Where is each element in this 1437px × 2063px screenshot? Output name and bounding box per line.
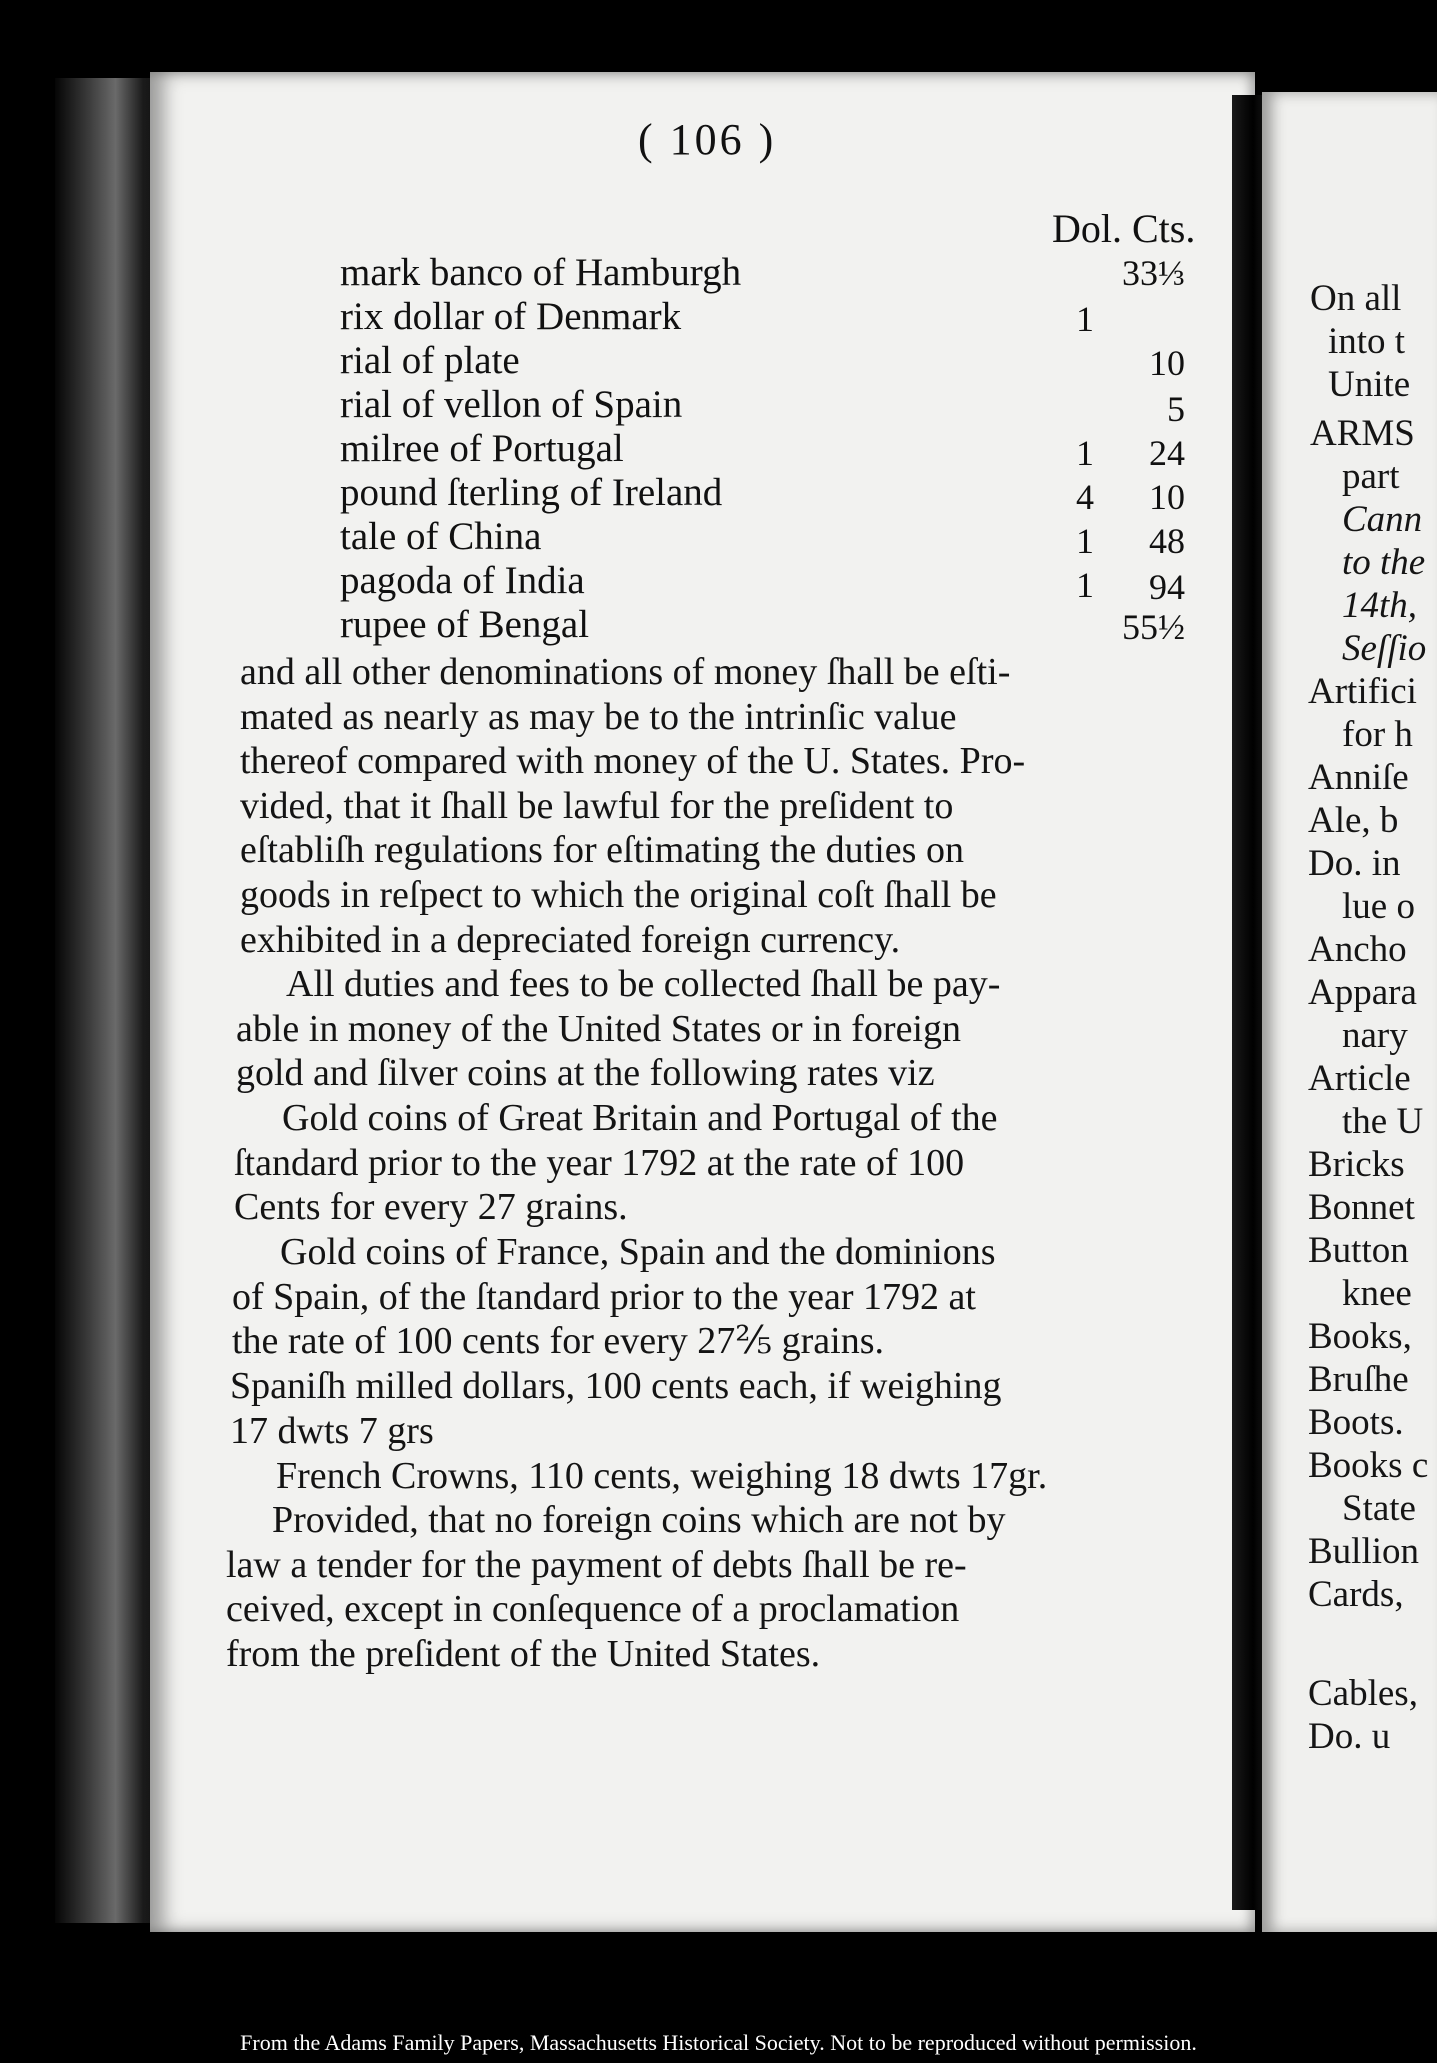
text-line: Bricks	[1308, 1144, 1405, 1185]
text-line: Spaniſh milled dollars, 100 cents each, if weighing	[230, 1365, 1002, 1407]
paragraph-duties-and-fees	[236, 962, 1226, 1096]
text-line: ſtandard prior to the year 1792 at the rate of 100	[234, 1141, 965, 1184]
text-line: exhibited in a depreciated foreign currency.	[240, 918, 901, 961]
column-headers	[1052, 205, 1195, 252]
text-line: Artifici	[1308, 671, 1417, 712]
text-line: 17 dwts 7 grs	[230, 1409, 434, 1452]
column-header-cts: Cts.	[1132, 206, 1196, 251]
text-line: Seſſio	[1342, 628, 1427, 669]
text-line: and all other denominations of money ſhall be eſti-	[240, 651, 1011, 693]
text-line: Unite	[1328, 364, 1411, 405]
text-line: for h	[1342, 714, 1413, 755]
text-line: from the preſident of the United States.	[226, 1632, 821, 1675]
text-line: Books c	[1308, 1445, 1429, 1486]
text-line: the rate of 100 cents for every 27⅖ grains.	[232, 1320, 884, 1363]
column-header-dol: Dol.	[1052, 206, 1122, 251]
entry-cts: 48	[1149, 521, 1185, 561]
text-line: Bruſhe	[1308, 1359, 1409, 1400]
text-line: to the	[1342, 542, 1426, 583]
text-line: Cables,	[1308, 1673, 1418, 1714]
paragraph-denominations	[240, 650, 1230, 962]
text-line: Button	[1308, 1230, 1409, 1271]
entry-dol: 1	[1076, 565, 1094, 605]
paragraph-french-crowns	[230, 1454, 1220, 1499]
text-line: goods in reſpect to which the original coſt ſhall be	[240, 873, 997, 916]
entry-dol: 1	[1076, 299, 1094, 339]
text-line: nary	[1342, 1015, 1408, 1056]
entry-name: mark banco of Hamburgh	[340, 251, 742, 294]
copyright-caption: From the Adams Family Papers, Massachusetts Historical Society. Not to be reproduced without permission.	[240, 2030, 1197, 2055]
text-line: French Crowns, 110 cents, weighing 18 dwts 17gr.	[276, 1455, 1048, 1497]
text-line: 14th,	[1342, 585, 1418, 626]
entry-cts: 5	[1167, 389, 1185, 429]
page-number: ( 106 )	[638, 115, 777, 164]
text-line: All duties and fees to be collected ſhall be pay-	[286, 963, 1001, 1005]
text-line: ceived, except in conſequence of a proclamation	[226, 1588, 960, 1631]
entry-name: rial of plate	[340, 339, 520, 382]
text-line: Article	[1308, 1058, 1411, 1099]
entry-name: pagoda of India	[340, 559, 585, 602]
text-line: Provided, that no foreign coins which are not by	[272, 1499, 1006, 1541]
entry-name: pound ſterling of Ireland	[340, 471, 723, 514]
entry-name: rial of vellon of Spain	[340, 383, 683, 426]
entry-cts: 33⅓	[1122, 253, 1185, 293]
text-line: Do. u	[1308, 1716, 1391, 1757]
entry-cts: 10	[1149, 343, 1185, 383]
text-line: part	[1342, 456, 1400, 497]
entry-cts: 94	[1149, 567, 1185, 607]
entry-name: rix dollar of Denmark	[340, 295, 682, 338]
text-line: Cents for every 27 grains.	[234, 1186, 628, 1229]
entry-cts: 10	[1149, 477, 1185, 517]
left-page	[150, 72, 1255, 1932]
book-spine-edge	[55, 78, 165, 1923]
entry-name: tale of China	[340, 515, 542, 558]
text-line: State	[1342, 1488, 1416, 1529]
paragraph-gold-britain-portugal	[234, 1096, 1224, 1230]
text-line: vided, that it ſhall be lawful for the preſident to	[240, 784, 954, 827]
entry-dol: 4	[1076, 477, 1094, 517]
text-line: mated as nearly as may be to the intrinſic value	[240, 695, 957, 738]
text-line: law a tender for the payment of debts ſhall be re-	[226, 1543, 967, 1586]
text-line: Cards,	[1308, 1574, 1404, 1615]
text-line: Gold coins of France, Spain and the dominions	[280, 1231, 996, 1273]
text-line: Do. in	[1308, 843, 1401, 884]
text-line: gold and ſilver coins at the following rates viz	[236, 1052, 935, 1095]
text-line: ARMS	[1310, 413, 1415, 454]
entry-cts: 24	[1149, 433, 1185, 473]
text-line: the U	[1342, 1101, 1424, 1142]
text-line: thereof compared with money of the U. States. Pro-	[240, 740, 1026, 783]
text-line: Ale, b	[1308, 800, 1399, 841]
text-line: Appara	[1308, 972, 1417, 1013]
entry-cts: 55½	[1122, 607, 1185, 647]
right-page-fragment	[1262, 92, 1437, 1932]
text-line: Ancho	[1308, 929, 1407, 970]
text-line: able in money of the United States or in foreign	[236, 1007, 961, 1050]
text-line: of Spain, of the ſtandard prior to the year 1792 at	[232, 1275, 976, 1318]
entry-name: rupee of Bengal	[340, 603, 590, 646]
entry-dol: 1	[1076, 433, 1094, 473]
text-line: Cann	[1342, 499, 1423, 540]
text-line: Gold coins of Great Britain and Portugal of the	[282, 1097, 998, 1139]
paragraph-gold-france-spain	[232, 1230, 1222, 1364]
text-line: knee	[1342, 1273, 1412, 1314]
text-line: lue o	[1342, 886, 1415, 927]
text-line: On all	[1310, 278, 1402, 319]
paragraph-proviso	[226, 1498, 1220, 1676]
text-line: Bullion	[1308, 1531, 1420, 1572]
entry-dol: 1	[1076, 521, 1094, 561]
text-line: into t	[1328, 321, 1406, 362]
paragraph-spanish-dollars	[230, 1364, 1220, 1453]
entry-name: milree of Portugal	[340, 427, 624, 470]
text-line: Anniſe	[1308, 757, 1409, 798]
text-line: eſtabliſh regulations for eſtimating the duties on	[240, 829, 964, 872]
text-line: Boots.	[1308, 1402, 1404, 1443]
text-line: Books,	[1308, 1316, 1412, 1357]
text-line: Bonnet	[1308, 1187, 1415, 1228]
